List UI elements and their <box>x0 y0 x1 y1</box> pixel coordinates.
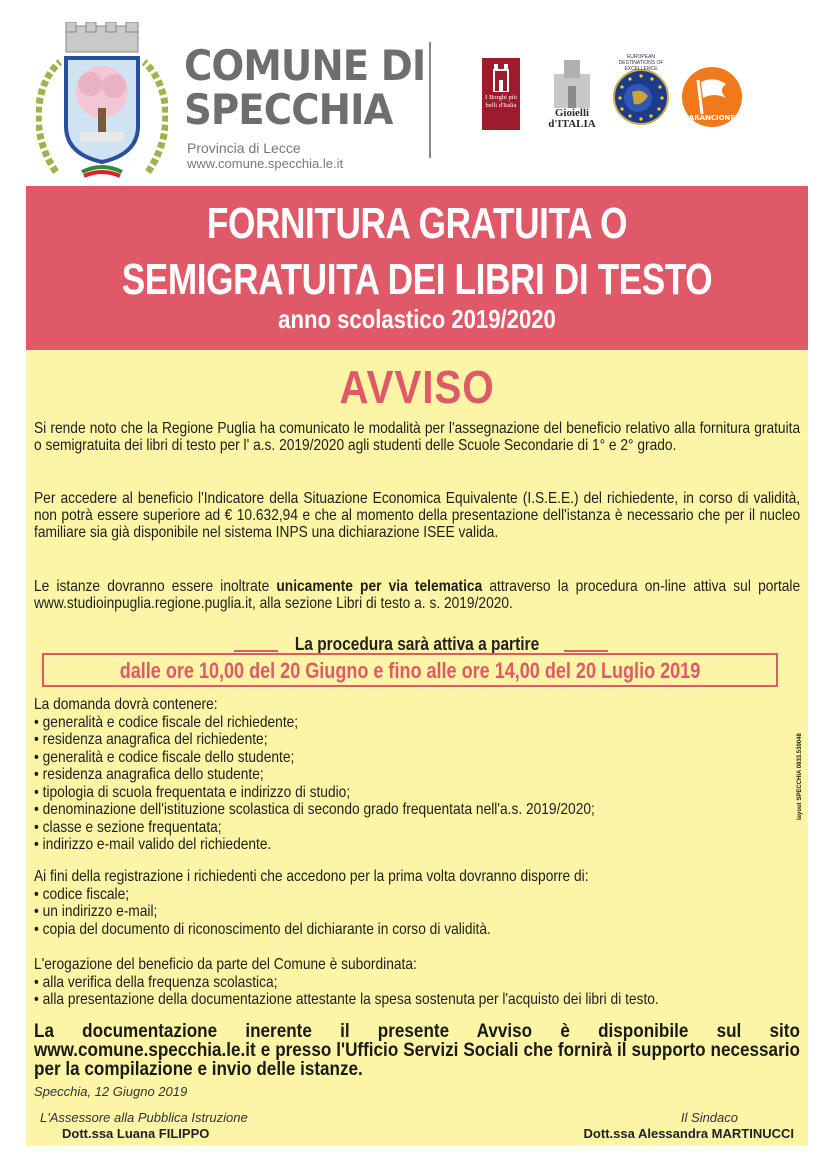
castle-icon <box>544 56 600 108</box>
paragraph-telematica <box>34 578 800 612</box>
list-item: • alla presentazione della documentazione attestante la spesa sostenuta per l'acquisto dei libri di testo. <box>34 991 659 1008</box>
borghi-logo <box>482 58 520 130</box>
eu-stars-icon <box>612 68 670 126</box>
paragraph-intro <box>34 420 800 454</box>
procedure-label: La procedura sarà attiva a partire <box>294 634 540 654</box>
paragraph-telematica-body <box>34 578 800 612</box>
list-item: • copia del documento di riconoscimento del dichiarante in corso di validità. <box>34 920 491 938</box>
registration-list <box>34 868 800 938</box>
list-item: • un indirizzo e-mail; <box>34 903 158 920</box>
provincia-label: Provincia di Lecce <box>187 140 301 156</box>
banner-title-line2: SEMIGRATUITA DEI LIBRI DI TESTO <box>121 255 713 304</box>
signature-assessore-name: Dott.ssa Luana FILIPPO <box>62 1126 210 1141</box>
eden-logo <box>612 54 670 126</box>
list-item: • residenza anagrafica dello studente; <box>34 766 264 783</box>
signature-sindaco-role: Il Sindaco <box>680 1110 738 1125</box>
list-heading: L'erogazione del beneficio da parte del Comune è subordinata: <box>34 956 417 973</box>
avviso-heading: AVVISO <box>339 361 495 413</box>
paragraph-isee <box>34 490 800 541</box>
comune-title-line2: SPECCHIA <box>184 85 393 134</box>
signature-assessore <box>40 1110 300 1142</box>
signature-sindaco <box>494 1110 794 1142</box>
website-link[interactable]: www.comune.specchia.le.it <box>187 156 344 171</box>
banner-title <box>104 196 730 308</box>
procedure-dates-box <box>42 653 778 687</box>
paragraph-isee-text: Per accedere al beneficio l'Indicatore della Situazione Economica Equivalente (I.S.E.E.) del richiedente, in corso di validità, non potrà essere superiore ad € 10.632,94 e che al momento della presentazione dell'istanza è necessario che per il nucleo familiare sia già disponibile nel sistema INPS una dichiarazione ISEE valida. <box>34 490 801 541</box>
final-notice-text: La documentazione inerente il presente Avviso è disponibile sul sito www.comune.specchia.le.it e presso l'Ufficio Servizi Sociali che fornirà il supporto necessario per la compilazione e invio delle istanze. <box>34 1021 800 1080</box>
list-heading: Ai fini della registrazione i richiedenti che accedono per la prima volta dovranno disporre di: <box>34 868 589 885</box>
orange-flag-icon <box>680 66 744 128</box>
list-item: • codice fiscale; <box>34 885 130 903</box>
list-item: • denominazione dell'istituzione scolastica di secondo grado frequentata nell'a.s. 2019/2020; <box>34 801 595 818</box>
comune-title <box>184 41 426 134</box>
procedure-dates: dalle ore 10,00 del 20 Giugno e fino alle ore 14,00 del 20 Luglio 2019 <box>119 658 701 683</box>
school-year-subtitle: anno scolastico 2019/2020 <box>278 304 556 334</box>
side-credit-text: layout SPECCHIA 0833.539048 <box>797 733 803 820</box>
header-divider <box>429 42 431 158</box>
comune-title-line1: COMUNE DI <box>184 41 426 90</box>
borghi-logo-text: I Borghi più belli d'Italia <box>485 94 517 109</box>
notice-panel <box>26 350 808 1146</box>
list-item: • indirizzo e-mail valido del richiedente. <box>34 836 272 853</box>
paragraph-telematica-bold: unicamente per via telematica <box>276 578 483 595</box>
list-item: • classe e sezione frequentata; <box>34 818 222 836</box>
coat-of-arms-icon <box>36 22 168 182</box>
header <box>0 0 819 190</box>
title-banner <box>26 186 808 350</box>
tower-icon <box>492 64 510 92</box>
gioielli-logo <box>544 56 600 132</box>
paragraph-telematica-before: Le istanze dovranno essere inoltrate <box>34 578 277 595</box>
list-heading: La domanda dovrà contenere: <box>34 696 218 713</box>
final-notice <box>34 1022 800 1079</box>
eden-logo-text: EUROPEAN DESTINATIONS OF EXCELLENCE <box>618 54 664 72</box>
bandiera-text: ARANCIONE <box>688 114 736 122</box>
paragraph-telematica-after: attraverso la procedura on-line attiva sul portale www.studioinpuglia.regione.puglia.it, alla sezione Libri di testo a. s. 2019/2020. <box>34 578 801 612</box>
requirements-list <box>34 696 800 854</box>
list-item: • generalità e codice fiscale dello studente; <box>34 748 295 766</box>
bandiera-arancione-logo <box>680 66 744 128</box>
list-item: • alla verifica della frequenza scolastica; <box>34 973 278 991</box>
paragraph-intro-text: Si rende noto che la Regione Puglia ha comunicato le modalità per l'assegnazione del beneficio relativo alla fornitura gratuita o semigratuita dei libri di testo per l' a.s. 2019/2020 agli studenti delle Scuole Secondarie di 1° e 2° grado. <box>34 420 801 454</box>
list-item: • generalità e codice fiscale del richiedente; <box>34 713 299 731</box>
gioielli-text-1: Gioielli <box>554 107 590 119</box>
side-credit <box>797 700 809 820</box>
gioielli-text-2: d'ITALIA <box>548 118 596 130</box>
list-item: • tipologia di scuola frequentata e indirizzo di studio; <box>34 783 351 801</box>
list-item: • residenza anagrafica del richiedente; <box>34 731 268 748</box>
conditions-list <box>34 956 800 1009</box>
banner-title-line1: FORNITURA GRATUITA O <box>206 199 628 248</box>
signature-sindaco-name: Dott.ssa Alessandra MARTINUCCI <box>583 1126 794 1141</box>
place-date: Specchia, 12 Giugno 2019 <box>34 1084 188 1099</box>
signature-assessore-role: L'Assessore alla Pubblica Istruzione <box>40 1110 248 1125</box>
